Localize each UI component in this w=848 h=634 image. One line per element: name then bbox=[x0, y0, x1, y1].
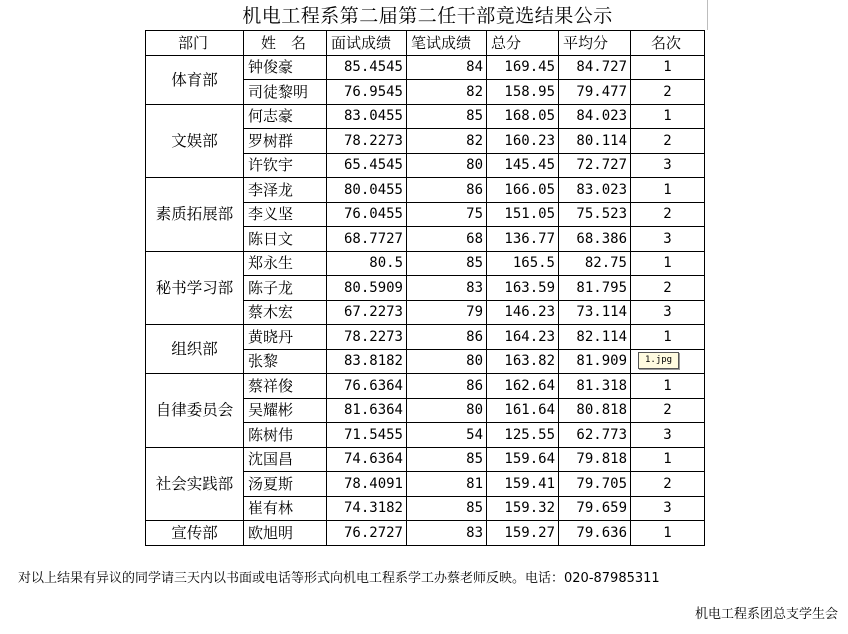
written-score-cell: 81 bbox=[407, 472, 487, 497]
interview-score-cell: 74.6364 bbox=[327, 447, 407, 472]
interview-score-cell: 76.6364 bbox=[327, 374, 407, 399]
written-score-cell: 54 bbox=[407, 423, 487, 448]
written-score-cell: 80 bbox=[407, 153, 487, 178]
table-row bbox=[146, 55, 705, 80]
interview-score-cell: 67.2273 bbox=[327, 300, 407, 325]
candidate-name-cell: 许钦宇 bbox=[244, 153, 327, 178]
table-row bbox=[146, 447, 705, 472]
interview-score-cell: 85.4545 bbox=[327, 55, 407, 80]
average-score-cell: 82.75 bbox=[559, 251, 631, 276]
total-score-cell: 169.45 bbox=[487, 55, 559, 80]
total-score-cell: 146.23 bbox=[487, 300, 559, 325]
header-average: 平均分 bbox=[559, 31, 631, 56]
average-score-cell: 75.523 bbox=[559, 202, 631, 227]
table-row bbox=[146, 178, 705, 203]
rank-cell: 1 bbox=[631, 104, 705, 129]
rank-cell: 1 bbox=[631, 325, 705, 350]
rank-cell: 2 bbox=[631, 129, 705, 154]
header-dept: 部门 bbox=[146, 31, 244, 56]
rank-cell: 2 bbox=[631, 202, 705, 227]
rank-cell: 3 bbox=[631, 423, 705, 448]
average-score-cell: 79.477 bbox=[559, 80, 631, 105]
rank-cell: 1 bbox=[631, 55, 705, 80]
written-score-cell: 68 bbox=[407, 227, 487, 252]
total-score-cell: 136.77 bbox=[487, 227, 559, 252]
candidate-name-cell: 李义坚 bbox=[244, 202, 327, 227]
average-score-cell: 80.114 bbox=[559, 129, 631, 154]
candidate-name-cell: 李泽龙 bbox=[244, 178, 327, 203]
interview-score-cell: 80.5909 bbox=[327, 276, 407, 301]
candidate-name-cell: 罗树群 bbox=[244, 129, 327, 154]
image-filename-tag[interactable]: 1.jpg bbox=[638, 352, 679, 369]
written-score-cell: 85 bbox=[407, 251, 487, 276]
interview-score-cell: 83.8182 bbox=[327, 349, 407, 374]
interview-score-cell: 80.0455 bbox=[327, 178, 407, 203]
written-score-cell: 83 bbox=[407, 276, 487, 301]
total-score-cell: 166.05 bbox=[487, 178, 559, 203]
written-score-cell: 84 bbox=[407, 55, 487, 80]
average-score-cell: 68.386 bbox=[559, 227, 631, 252]
total-score-cell: 159.32 bbox=[487, 496, 559, 521]
average-score-cell: 80.818 bbox=[559, 398, 631, 423]
total-score-cell: 145.45 bbox=[487, 153, 559, 178]
average-score-cell: 79.636 bbox=[559, 521, 631, 546]
written-score-cell: 75 bbox=[407, 202, 487, 227]
written-score-cell: 83 bbox=[407, 521, 487, 546]
rank-cell: 3 bbox=[631, 496, 705, 521]
interview-score-cell: 83.0455 bbox=[327, 104, 407, 129]
department-cell: 宣传部 bbox=[146, 521, 244, 546]
written-score-cell: 79 bbox=[407, 300, 487, 325]
candidate-name-cell: 司徒黎明 bbox=[244, 80, 327, 105]
average-score-cell: 79.705 bbox=[559, 472, 631, 497]
written-score-cell: 80 bbox=[407, 349, 487, 374]
total-score-cell: 165.5 bbox=[487, 251, 559, 276]
written-score-cell: 86 bbox=[407, 374, 487, 399]
rank-cell: 1 bbox=[631, 374, 705, 399]
header-rank: 名次 bbox=[631, 31, 705, 56]
department-cell: 组织部 bbox=[146, 325, 244, 374]
objection-notice: 对以上结果有异议的同学请三天内以书面或电话等形式向机电工程系学工办蔡老师反映。电话：020-87985311 bbox=[18, 571, 660, 586]
results-table-body bbox=[146, 31, 705, 546]
candidate-name-cell: 欧旭明 bbox=[244, 521, 327, 546]
average-score-cell: 79.818 bbox=[559, 447, 631, 472]
header-name: 姓 名 bbox=[244, 31, 327, 56]
written-score-cell: 85 bbox=[407, 496, 487, 521]
rank-cell: 1 bbox=[631, 251, 705, 276]
department-cell: 自律委员会 bbox=[146, 374, 244, 448]
candidate-name-cell: 蔡祥俊 bbox=[244, 374, 327, 399]
total-score-cell: 162.64 bbox=[487, 374, 559, 399]
department-cell: 秘书学习部 bbox=[146, 251, 244, 325]
total-score-cell: 159.41 bbox=[487, 472, 559, 497]
total-score-cell: 163.59 bbox=[487, 276, 559, 301]
written-score-cell: 80 bbox=[407, 398, 487, 423]
candidate-name-cell: 何志豪 bbox=[244, 104, 327, 129]
rank-cell: 2 bbox=[631, 472, 705, 497]
interview-score-cell: 71.5455 bbox=[327, 423, 407, 448]
total-score-cell: 163.82 bbox=[487, 349, 559, 374]
table-row bbox=[146, 104, 705, 129]
table-header-row bbox=[146, 31, 705, 56]
signature-organization: 机电工程系团总支学生会 bbox=[694, 607, 838, 622]
table-row bbox=[146, 325, 705, 350]
total-score-cell: 125.55 bbox=[487, 423, 559, 448]
written-score-cell: 82 bbox=[407, 129, 487, 154]
table-row bbox=[146, 251, 705, 276]
total-score-cell: 151.05 bbox=[487, 202, 559, 227]
candidate-name-cell: 汤夏斯 bbox=[244, 472, 327, 497]
written-score-cell: 82 bbox=[407, 80, 487, 105]
department-cell: 素质拓展部 bbox=[146, 178, 244, 252]
candidate-name-cell: 黄晓丹 bbox=[244, 325, 327, 350]
candidate-name-cell: 蔡木宏 bbox=[244, 300, 327, 325]
rank-cell: 1 bbox=[631, 178, 705, 203]
rank-cell: 1 bbox=[631, 521, 705, 546]
total-score-cell: 158.95 bbox=[487, 80, 559, 105]
candidate-name-cell: 吴耀彬 bbox=[244, 398, 327, 423]
interview-score-cell: 80.5 bbox=[327, 251, 407, 276]
interview-score-cell: 78.4091 bbox=[327, 472, 407, 497]
header-written: 笔试成绩 bbox=[407, 31, 487, 56]
interview-score-cell: 76.9545 bbox=[327, 80, 407, 105]
header-total: 总分 bbox=[487, 31, 559, 56]
average-score-cell: 82.114 bbox=[559, 325, 631, 350]
rank-cell: 3 bbox=[631, 300, 705, 325]
average-score-cell: 62.773 bbox=[559, 423, 631, 448]
interview-score-cell: 68.7727 bbox=[327, 227, 407, 252]
average-score-cell: 81.795 bbox=[559, 276, 631, 301]
average-score-cell: 81.318 bbox=[559, 374, 631, 399]
average-score-cell: 72.727 bbox=[559, 153, 631, 178]
total-score-cell: 161.64 bbox=[487, 398, 559, 423]
average-score-cell: 83.023 bbox=[559, 178, 631, 203]
written-score-cell: 85 bbox=[407, 447, 487, 472]
written-score-cell: 86 bbox=[407, 178, 487, 203]
average-score-cell: 73.114 bbox=[559, 300, 631, 325]
table-row bbox=[146, 521, 705, 546]
average-score-cell: 84.727 bbox=[559, 55, 631, 80]
candidate-name-cell: 郑永生 bbox=[244, 251, 327, 276]
total-score-cell: 164.23 bbox=[487, 325, 559, 350]
department-cell: 文娱部 bbox=[146, 104, 244, 178]
header-interview: 面试成绩 bbox=[327, 31, 407, 56]
candidate-name-cell: 陈子龙 bbox=[244, 276, 327, 301]
interview-score-cell: 78.2273 bbox=[327, 129, 407, 154]
average-score-cell: 84.023 bbox=[559, 104, 631, 129]
rank-cell: 1 bbox=[631, 447, 705, 472]
rank-cell: 3 bbox=[631, 153, 705, 178]
rank-cell: 3 bbox=[631, 227, 705, 252]
written-score-cell: 86 bbox=[407, 325, 487, 350]
rank-cell: 2 bbox=[631, 80, 705, 105]
candidate-name-cell: 钟俊豪 bbox=[244, 55, 327, 80]
candidate-name-cell: 沈国昌 bbox=[244, 447, 327, 472]
page-title: 机电工程系第二届第二任干部竟选结果公示 bbox=[242, 5, 613, 27]
average-score-cell: 81.909 bbox=[559, 349, 631, 374]
candidate-name-cell: 崔有林 bbox=[244, 496, 327, 521]
rank-cell: 2 bbox=[631, 398, 705, 423]
interview-score-cell: 65.4545 bbox=[327, 153, 407, 178]
total-score-cell: 159.27 bbox=[487, 521, 559, 546]
interview-score-cell: 81.6364 bbox=[327, 398, 407, 423]
candidate-name-cell: 张黎 bbox=[244, 349, 327, 374]
average-score-cell: 79.659 bbox=[559, 496, 631, 521]
interview-score-cell: 74.3182 bbox=[327, 496, 407, 521]
department-cell: 社会实践部 bbox=[146, 447, 244, 521]
interview-score-cell: 78.2273 bbox=[327, 325, 407, 350]
rank-cell: 2 bbox=[631, 276, 705, 301]
interview-score-cell: 76.0455 bbox=[327, 202, 407, 227]
written-score-cell: 85 bbox=[407, 104, 487, 129]
total-score-cell: 160.23 bbox=[487, 129, 559, 154]
department-cell: 体育部 bbox=[146, 55, 244, 104]
candidate-name-cell: 陈树伟 bbox=[244, 423, 327, 448]
results-table bbox=[145, 30, 705, 546]
interview-score-cell: 76.2727 bbox=[327, 521, 407, 546]
total-score-cell: 159.64 bbox=[487, 447, 559, 472]
table-row bbox=[146, 374, 705, 399]
total-score-cell: 168.05 bbox=[487, 104, 559, 129]
candidate-name-cell: 陈日文 bbox=[244, 227, 327, 252]
